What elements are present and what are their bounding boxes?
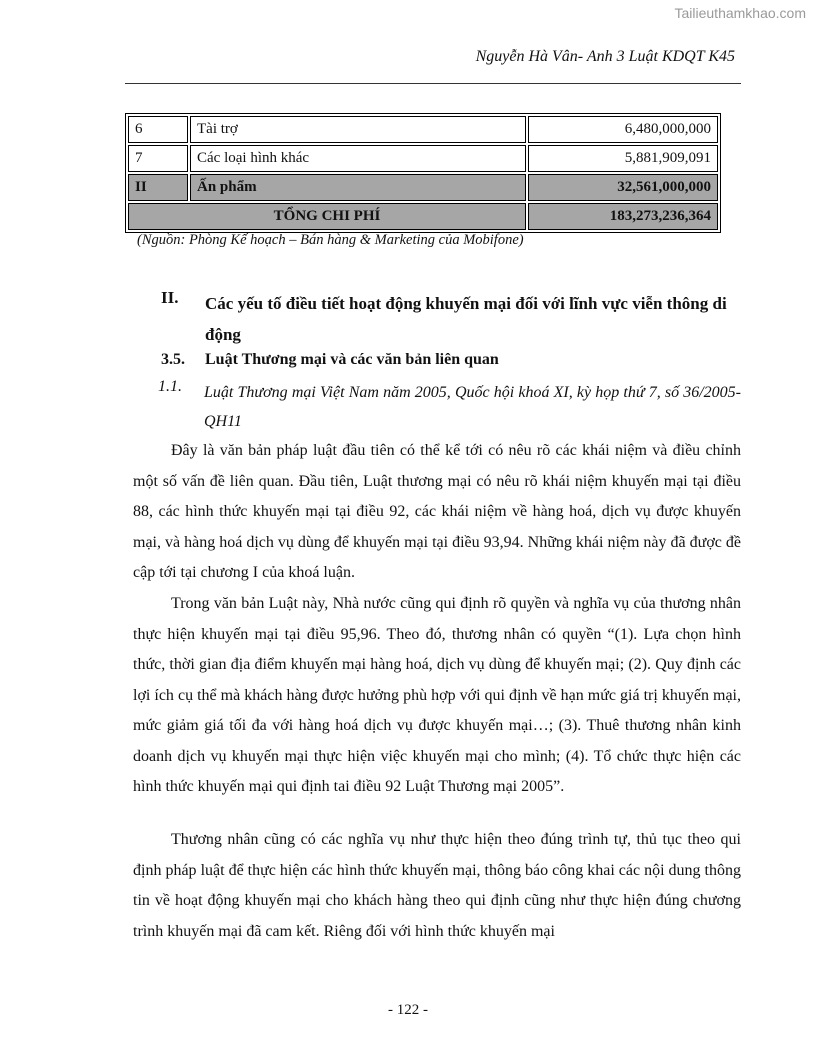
header-rule [125,83,741,84]
table-row [128,145,718,172]
total-label: TỔNG CHI PHÍ [128,203,526,230]
body-paragraph: Đây là văn bản pháp luật đầu tiên có thể kể tới có nêu rõ các khái niệm và điều chỉnh một số vấn đề liên quan. Đầu tiên, Luật thương mại có nêu rõ khái niệm khuyến mại tại điều 88, các hình thức khuyến mại tại điều 92, các khái niệm về hàng hoá, dịch vụ được khuyến mại, và hàng hoá dịch vụ dùng để khuyến mại tại điều 93,94. Những khái niệm này đã được đề cập tới tại chương I của khoá luận. [133,442,741,581]
law-title: Luật Thương mại Việt Nam năm 2005, Quốc hội khoá XI, kỳ họp thứ 7, số 36/2005-QH11 [204,384,741,430]
row-amount: 32,561,000,000 [528,174,718,201]
row-number: 6 [128,116,188,143]
cost-table [125,113,721,233]
table-row [128,116,718,143]
body-paragraph: Thương nhân cũng có các nghĩa vụ như thực hiện theo đúng trình tự, thủ tục theo qui định pháp luật để thực hiện các hình thức khuyến mại, thông báo công khai các nội dung thông tin về hoạt động khuyến mại cho khách hàng theo qui định cũng như thực hiện đúng chương trình khuyến mại đã cam kết. Riêng đối với hình thức khuyến mại [133,831,741,940]
table-total-row [128,203,718,230]
row-item: Tài trợ [190,116,526,143]
row-number: II [128,174,188,201]
section-number: II. [161,288,179,307]
subsection-number: 3.5. [161,351,185,368]
law-number: 1.1. [158,378,182,395]
section-title: Các yếu tố điều tiết hoạt động khuyến mại đối với lĩnh vực viễn thông di động [205,294,727,344]
row-item: Các loại hình khác [190,145,526,172]
watermark: Tailieuthamkhao.com [674,5,806,21]
total-amount: 183,273,236,364 [528,203,718,230]
row-amount: 6,480,000,000 [528,116,718,143]
row-amount: 5,881,909,091 [528,145,718,172]
row-number: 7 [128,145,188,172]
source-note: (Nguồn: Phòng Kế hoạch – Bán hàng & Marketing của Mobifone) [137,232,524,248]
body-paragraph: Trong văn bản Luật này, Nhà nước cũng qui định rõ quyền và nghĩa vụ của thương nhân thực hiện khuyến mại tại điều 95,96. Theo đó, thương nhân có quyền “(1). Lựa chọn hình thức, thời gian địa điểm khuyến mại hàng hoá, dịch vụ dùng để khuyến mại; (2). Quy định các lợi ích cụ thể mà khách hàng được hưởng phù hợp với qui định về hạn mức giá trị khuyến mại, mức giảm giá tối đa với hàng hoá dịch vụ được khuyến mại…; (3). Thuê thương nhân kinh doanh dịch vụ khuyến mại thực hiện việc khuyến mại cho mình; (4). Tổ chức thực hiện các hình thức khuyến mại qui định tai điều 92 Luật Thương mại 2005”. [133,595,741,795]
page-number: - 122 - [388,1002,428,1018]
row-item: Ấn phẩm [190,174,526,201]
running-header: Nguyễn Hà Vân- Anh 3 Luật KDQT K45 [475,48,735,65]
subsection-title: Luật Thương mại và các văn bản liên quan [205,351,499,368]
table-row [128,174,718,201]
